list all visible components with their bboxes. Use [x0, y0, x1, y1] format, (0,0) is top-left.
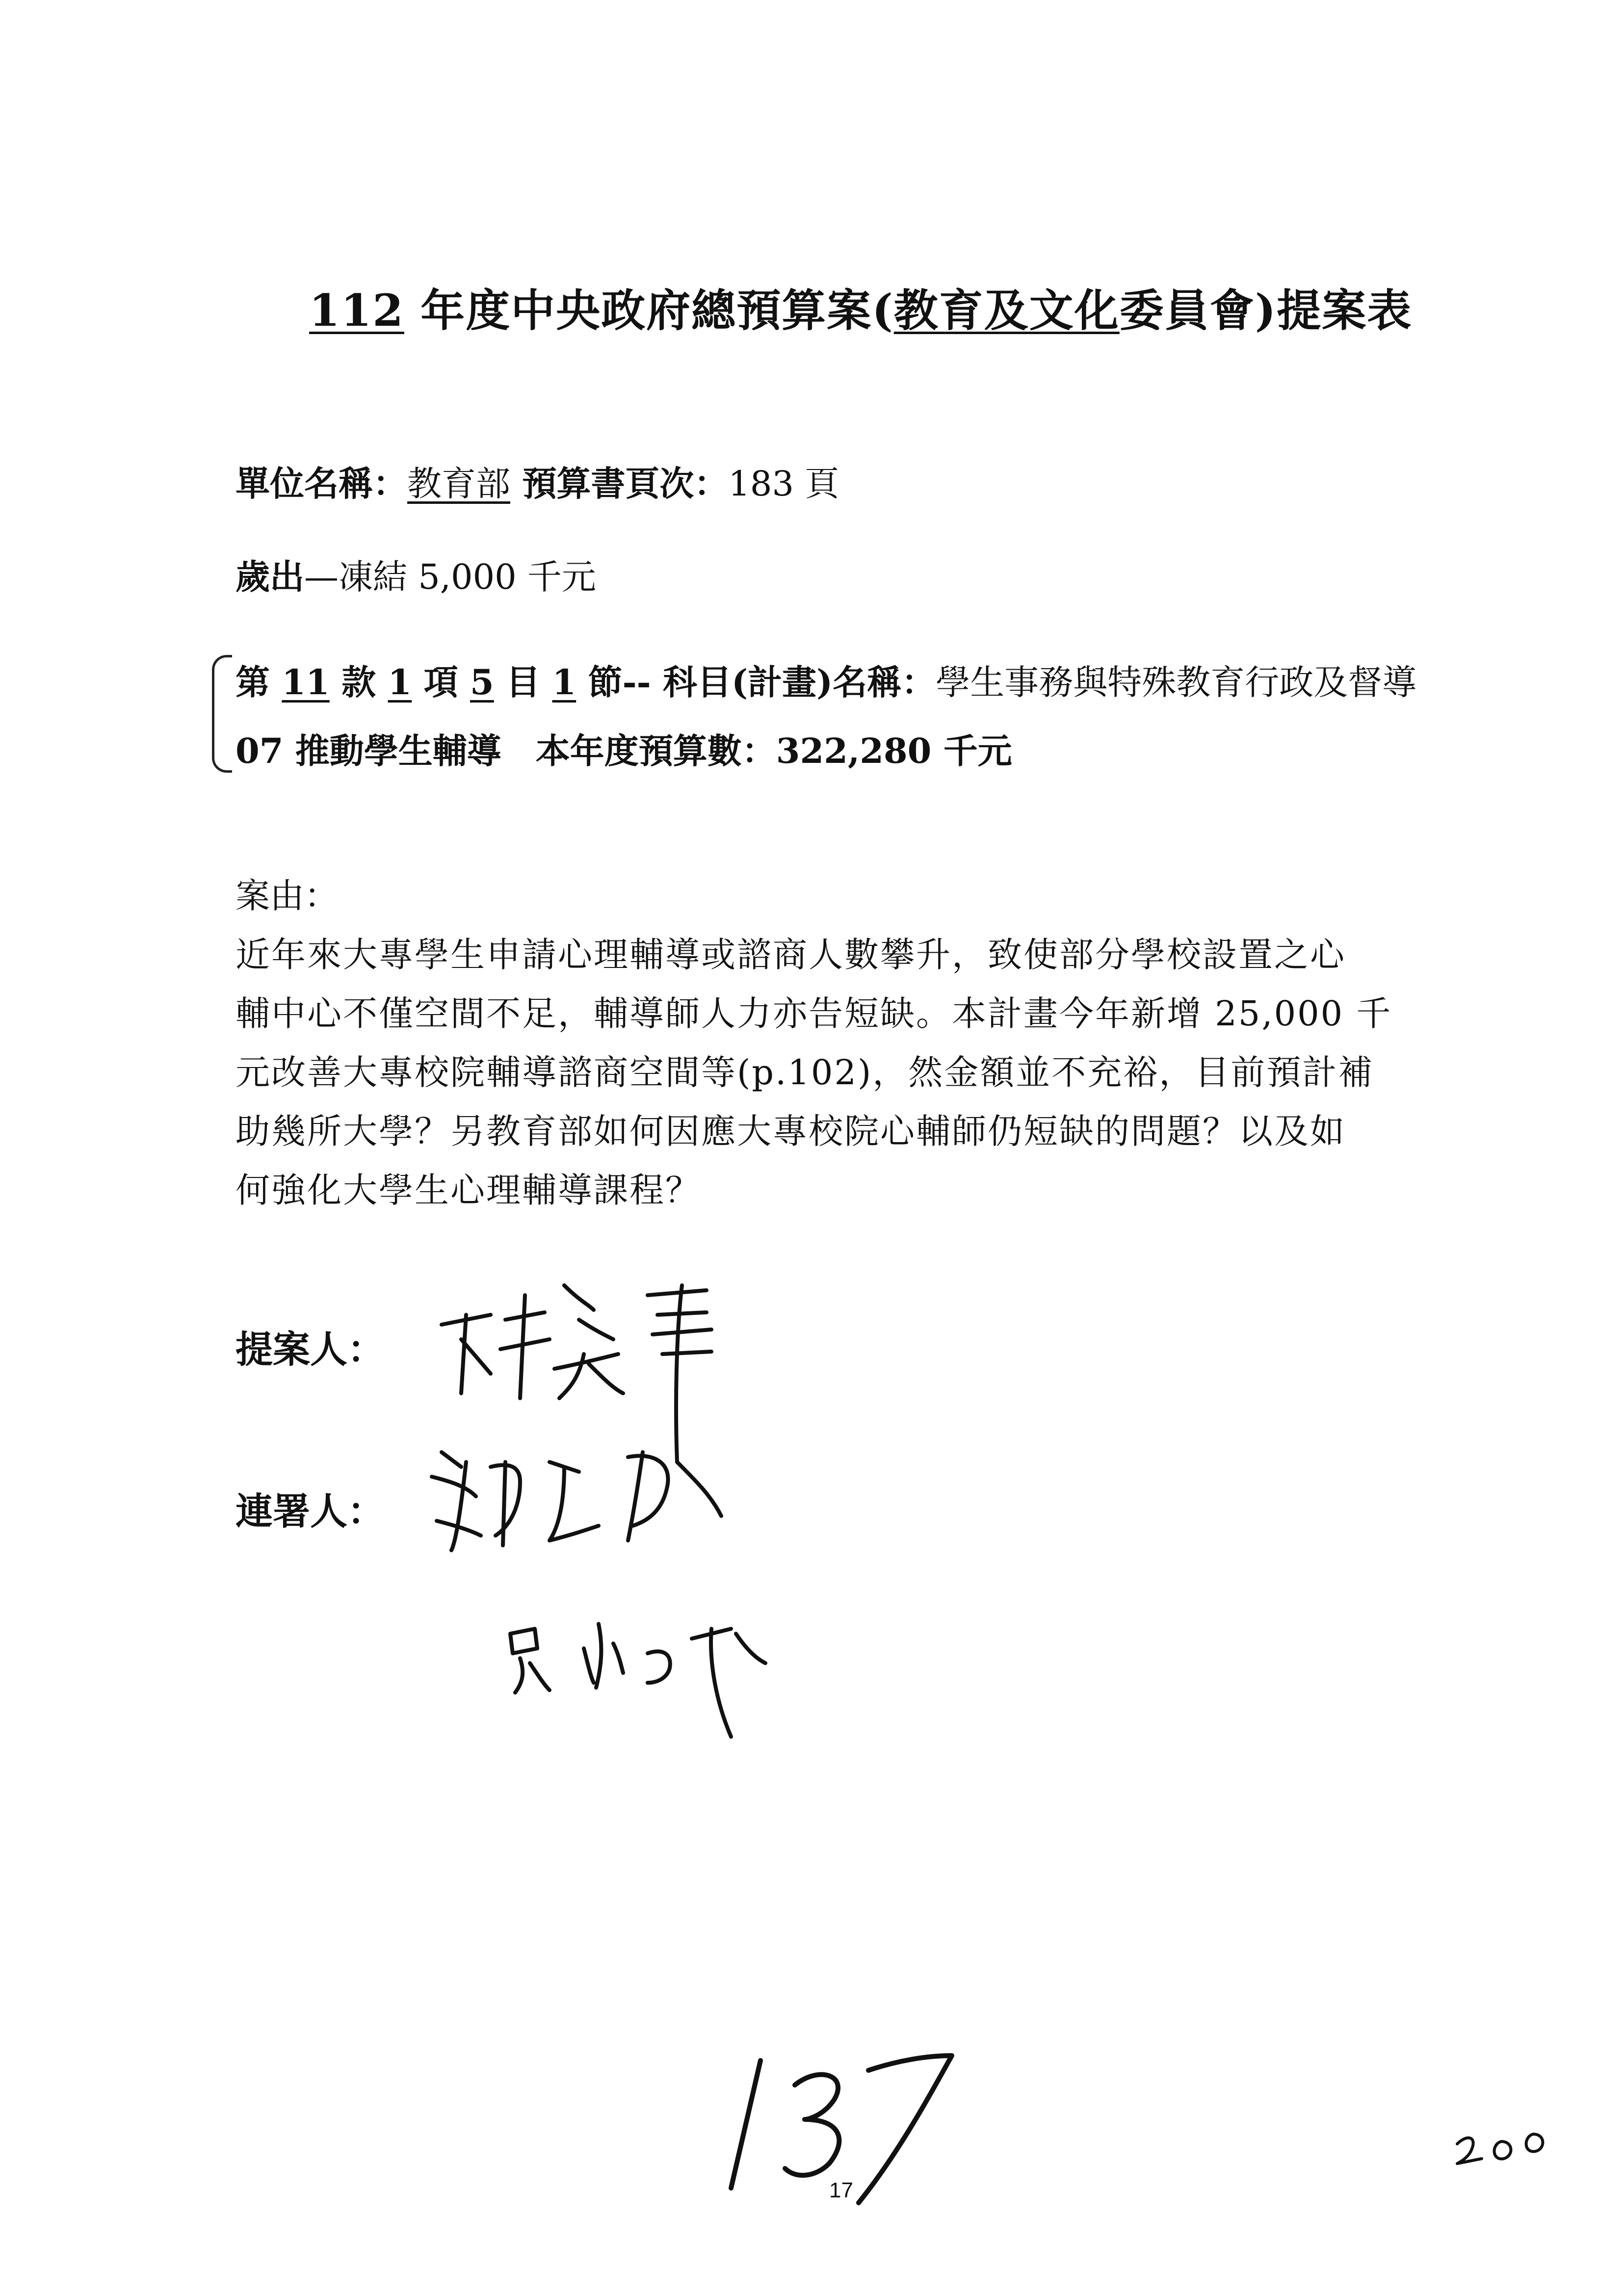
cosigner-signature-2 — [500, 1609, 805, 1756]
item-bracket — [212, 655, 232, 773]
title-part2: 委員會)提案表 — [1119, 285, 1413, 337]
reason-line: 輔中心不僅空間不足，輔導師人力亦告短缺。本計畫今年新增 25,000 千 — [236, 993, 1392, 1034]
expenditure-line — [236, 549, 596, 599]
subject-value: 學生事務與特殊教育行政及督導 — [936, 662, 1417, 703]
kuan-value: 11 — [282, 662, 330, 703]
mu-label: 項 — [412, 662, 471, 703]
title-year: 112 — [309, 285, 404, 337]
reason-line: 何強化大學生心理輔導課程？ — [236, 1170, 701, 1210]
kuan-label: 第 — [236, 662, 282, 703]
cosigner-label: 連署人： — [236, 1489, 385, 1533]
cosigner-signature-1 — [422, 1433, 756, 1560]
jie-value: 1 — [552, 662, 576, 703]
xiang-value: 1 — [388, 662, 412, 703]
subject-label: 節-- 科目(計畫)名稱： — [576, 662, 936, 703]
title-part1: 年度中央政府總預算案( — [404, 285, 894, 337]
unit-label: 單位名稱： — [236, 463, 407, 504]
budget-pages-value: 183 頁 — [728, 464, 839, 504]
unit-line — [236, 456, 839, 506]
item-line-1 — [236, 655, 1416, 704]
jie-label: 目 — [494, 662, 552, 703]
mu-value: 5 — [470, 662, 494, 703]
expenditure-label: 歲出 — [236, 556, 304, 597]
corner-annotation-200 — [1447, 2114, 1565, 2173]
reason-line: 近年來大專學生申請心理輔導或諮商人數攀升，致使部分學校設置之心 — [236, 935, 1346, 975]
reason-label: 案由： — [236, 876, 339, 916]
page-number: 17 — [829, 2178, 853, 2202]
proposer-label: 提案人： — [236, 1328, 385, 1371]
reason-line: 助幾所大學？另教育部如何因應大專校院心輔師仍短缺的問題？以及如 — [236, 1111, 1346, 1151]
budget-pages-label: 預算書頁次： — [510, 463, 729, 504]
document-title — [309, 275, 1412, 339]
reason-line: 元改善大專校院輔導諮商空間等(p.102)，然金額並不充裕，目前預計補 — [236, 1052, 1374, 1093]
title-committee: 教育及文化 — [893, 285, 1120, 337]
xiang-label: 款 — [329, 662, 388, 703]
item-line-2: 07 推動學生輔導 本年度預算數：322,280 千元 — [236, 731, 1012, 771]
expenditure-value: —凍結 5,000 千元 — [304, 557, 596, 597]
unit-value: 教育部 — [407, 464, 510, 504]
